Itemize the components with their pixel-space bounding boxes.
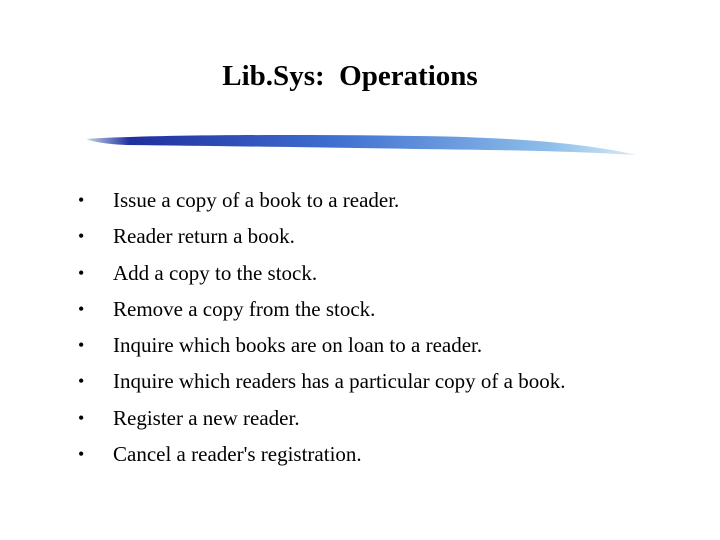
list-item — [0, 363, 720, 399]
bullet-icon: • — [78, 407, 85, 428]
bullet-icon: • — [78, 262, 85, 283]
title-underline-swoosh — [86, 131, 636, 161]
list-item — [0, 218, 720, 254]
slide-title: Lib.Sys: Operations — [222, 60, 478, 92]
list-item — [0, 327, 720, 363]
list-item — [0, 255, 720, 291]
bullet-icon: • — [78, 335, 85, 356]
operations-list — [0, 182, 720, 472]
bullet-icon: • — [78, 298, 85, 319]
list-item — [0, 436, 720, 472]
list-item-text: Add a copy to the stock. — [113, 260, 318, 285]
bullet-icon: • — [78, 190, 85, 210]
bullet-icon: • — [78, 444, 85, 465]
list-item — [0, 291, 720, 327]
list-item — [0, 182, 720, 218]
list-item — [0, 400, 720, 436]
list-item-text: Remove a copy from the stock. — [113, 296, 376, 321]
bullet-icon: • — [78, 226, 85, 247]
list-item-text: Cancel a reader's registration. — [113, 442, 362, 467]
list-item-text: Issue a copy of a book to a reader. — [113, 188, 400, 212]
list-item-text: Reader return a book. — [113, 224, 295, 249]
list-item-text: Inquire which books are on loan to a reader. — [113, 333, 483, 358]
list-item-text: Inquire which readers has a particular copy of a book. — [113, 369, 566, 394]
list-item-text: Register a new reader. — [113, 405, 300, 430]
bullet-icon: • — [78, 371, 85, 392]
